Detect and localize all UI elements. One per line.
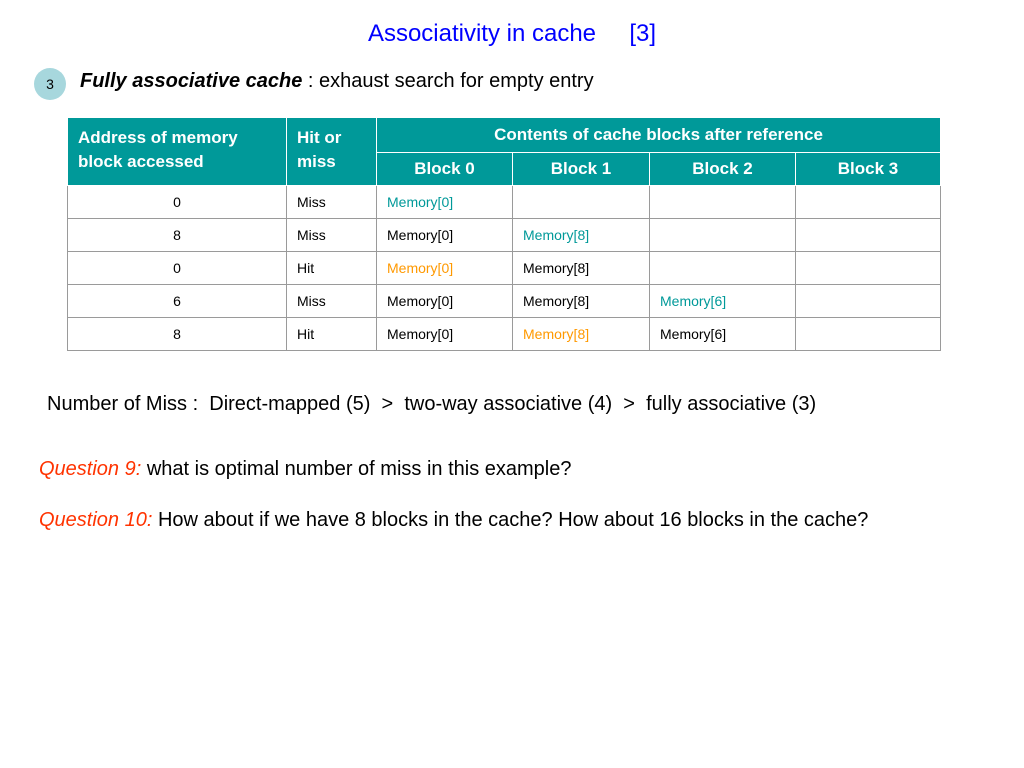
cell-block-1: Memory[8]	[513, 219, 650, 252]
question-10-text: How about if we have 8 blocks in the cache? How about 16 blocks in the cache?	[152, 509, 869, 531]
cell-block-1: Memory[8]	[513, 252, 650, 285]
cell-block-3	[796, 186, 941, 219]
cell-block-2	[650, 186, 796, 219]
header-hit-miss: Hit or miss	[287, 118, 377, 186]
cell-address: 0	[68, 252, 287, 285]
miss-count-summary: Number of Miss : Direct-mapped (5) > two-way associative (4) > fully associative (3)	[47, 393, 817, 415]
table-row	[68, 318, 941, 351]
cell-block-2: Memory[6]	[650, 285, 796, 318]
table-row	[68, 252, 941, 285]
cell-address: 6	[68, 285, 287, 318]
question-10-colon: :	[146, 509, 153, 531]
cell-hit-miss: Hit	[287, 318, 377, 351]
header-block-2: Block 2	[650, 153, 796, 186]
slide-title: Associativity in cache [3]	[367, 20, 657, 47]
cell-hit-miss: Miss	[287, 285, 377, 318]
cell-block-3	[796, 285, 941, 318]
cell-block-0: Memory[0]	[377, 186, 513, 219]
header-block-0: Block 0	[377, 153, 513, 186]
cell-block-1	[513, 186, 650, 219]
table-body	[68, 186, 941, 351]
question-9-text: what is optimal number of miss in this example?	[141, 458, 572, 480]
heading-emphasis: Fully associative cache	[80, 70, 303, 92]
header-contents: Contents of cache blocks after reference	[377, 118, 941, 153]
section-heading	[80, 70, 594, 93]
cell-block-0: Memory[0]	[377, 318, 513, 351]
cell-block-0: Memory[0]	[377, 285, 513, 318]
cell-block-3	[796, 318, 941, 351]
header-block-3: Block 3	[796, 153, 941, 186]
question-9-label-text: Question 9	[39, 458, 136, 480]
cell-hit-miss: Miss	[287, 219, 377, 252]
cell-hit-miss: Miss	[287, 186, 377, 219]
header-address: Address of memory block accessed	[68, 118, 287, 186]
cell-block-3	[796, 252, 941, 285]
cell-block-1: Memory[8]	[513, 318, 650, 351]
question-10	[39, 506, 939, 534]
cell-hit-miss: Hit	[287, 252, 377, 285]
cell-block-1: Memory[8]	[513, 285, 650, 318]
header-block-1: Block 1	[513, 153, 650, 186]
cell-address: 8	[68, 219, 287, 252]
cell-block-0: Memory[0]	[377, 219, 513, 252]
table-header-row	[68, 118, 941, 153]
heading-rest: : exhaust search for empty entry	[302, 70, 594, 92]
table-row	[68, 219, 941, 252]
cell-block-2	[650, 252, 796, 285]
cell-block-3	[796, 219, 941, 252]
cache-contents-table	[67, 117, 941, 351]
cell-block-2: Memory[6]	[650, 318, 796, 351]
question-9	[39, 455, 939, 483]
bullet-number-badge: 3	[34, 68, 66, 100]
cell-block-0: Memory[0]	[377, 252, 513, 285]
question-9-colon: :	[135, 458, 142, 480]
table-row	[68, 285, 941, 318]
question-10-label	[39, 509, 152, 531]
question-9-label	[39, 458, 141, 480]
table-row	[68, 186, 941, 219]
question-10-label-text: Question 10	[39, 509, 147, 531]
cell-block-2	[650, 219, 796, 252]
cell-address: 8	[68, 318, 287, 351]
cell-address: 0	[68, 186, 287, 219]
